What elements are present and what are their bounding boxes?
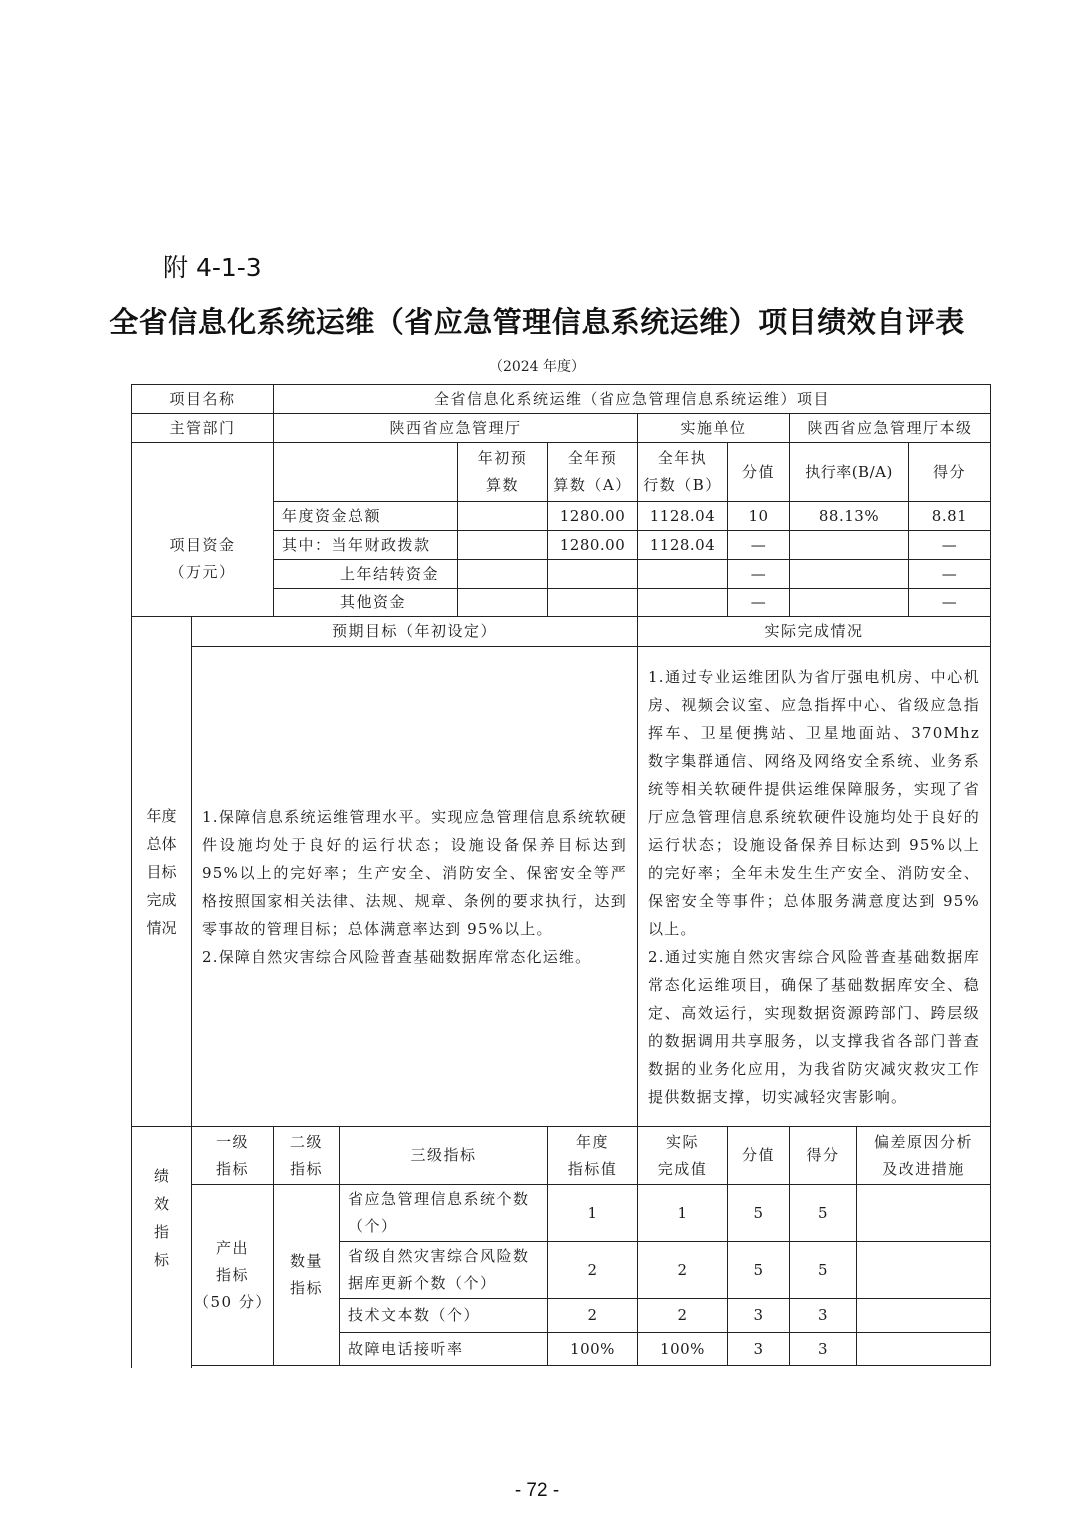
funds-row-weight: 10 [727,501,790,531]
ind-row-weight: 3 [727,1298,790,1333]
funds-row-budget: 1280.00 [547,530,638,560]
page-title: 全省信息化系统运维（省应急管理信息系统运维）项目绩效自评表 [109,305,965,339]
ind-row-weight: 5 [727,1184,790,1242]
goals-side-text: 年度 总体 目标 完成 情况 [146,806,177,937]
ind-level2-value: 数量 指标 [273,1184,340,1366]
ind-row-name: 省级自然灾害综合风险数据库更新个数（个） [339,1241,548,1299]
funds-row-name: 年度资金总额 [273,501,458,531]
goals-expected-cell [191,646,638,1127]
funds-header-weight: 分值 [727,442,790,502]
ind-header-level3: 三级指标 [339,1126,548,1185]
funds-row-rate [789,588,909,617]
ind-row-score: 5 [789,1241,857,1299]
ind-row-target: 2 [547,1298,638,1333]
ind-header-level1: 一级 指标 [191,1126,274,1185]
indicators-side-label [131,1126,192,1368]
ind-row-note [856,1298,991,1333]
funds-row-initial [457,501,548,531]
ind-row-target: 100% [547,1332,638,1366]
funds-row-budget [547,588,638,617]
ind-row-weight: 5 [727,1241,790,1299]
page-number: - 72 - [514,1480,560,1501]
funds-row-initial [457,588,548,617]
ind-row-note [856,1184,991,1242]
annex-label: 附 4-1-3 [163,253,262,282]
ind-row-name: 故障电话接听率 [339,1332,548,1366]
goals-actual-cell [637,646,991,1127]
ind-row-actual: 1 [637,1184,728,1242]
funds-row-weight: — [727,530,790,560]
funds-row-rate [789,559,909,589]
funds-row-exec [637,559,728,589]
ind-row-actual: 2 [637,1241,728,1299]
goals-expected-text: 1.保障信息系统运维管理水平。实现应急管理信息系统软硬件设施均处于良好的运行状态；设施设备保养目标达到 95%以上的完好率；生产安全、消防安全、保密安全等严格按照国家相关法律、法规、规章、条例的要求执行，达到零事故的管理目标；总体满意率达到 95%以上。 2.保障自然灾害综合风险普查基础数据库常态化运维。 [202,807,627,966]
goals-actual-header: 实际完成情况 [637,616,991,647]
ind-header-weight: 分值 [727,1126,790,1185]
funds-row-exec [637,588,728,617]
funds-row-weight: — [727,559,790,589]
ind-header-level2: 二级 指标 [273,1126,340,1185]
indicators-side-text: 绩 效 指 标 [153,1166,169,1269]
funds-row-name: 上年结转资金 [273,559,458,589]
funds-row-initial [457,559,548,589]
funds-row-rate: 88.13% [789,501,909,531]
ind-row-weight: 3 [727,1332,790,1366]
funds-header-exec: 全年执 行数（B） [637,442,728,502]
funds-row-score: — [908,559,991,589]
ind-row-name: 省应急管理信息系统个数（个） [339,1184,548,1242]
funds-header-score: 得分 [908,442,991,502]
ind-header-note: 偏差原因分析 及改进措施 [856,1126,991,1185]
funds-row-exec: 1128.04 [637,501,728,531]
funds-row-exec: 1128.04 [637,530,728,560]
funds-header-budget: 全年预 算数（A） [547,442,638,502]
ind-row-score: 3 [789,1332,857,1366]
funds-row-weight: — [727,588,790,617]
ind-header-target: 年度 指标值 [547,1126,638,1185]
funds-row-score: — [908,530,991,560]
ind-level1-value: 产出 指标 （50 分） [191,1184,274,1366]
funds-row-score: — [908,588,991,617]
project-name-value: 全省信息化系统运维（省应急管理信息系统运维）项目 [273,384,991,414]
ind-header-score: 得分 [789,1126,857,1185]
ind-row-score: 3 [789,1298,857,1333]
funds-header-rate: 执行率(B/A) [789,442,909,502]
funds-row-name: 其中：当年财政拨款 [273,530,458,560]
funds-row-score: 8.81 [908,501,991,531]
funds-row-budget [547,559,638,589]
funds-label-line1: 项目资金 [169,535,236,554]
funds-row-name: 其他资金 [273,588,458,617]
ind-row-note [856,1332,991,1366]
dept-value: 陕西省应急管理厅 [273,413,638,443]
goals-expected-header: 预期目标（年初设定） [191,616,638,647]
goals-actual-text: 1.通过专业运维团队为省厅强电机房、中心机房、视频会议室、应急指挥中心、省级应急指挥车、卫星便携站、卫星地面站、370Mhz 数字集群通信、网络及网络安全系统、业务系统等相关软硬件提供运维保障服务，实现了省厅应急管理信息系统软硬件设施均处于良好的运行状态；设施设备保养目标达到 95%以上的完好率；全年未发生生产安全、消防安全、保密安全等事件；总体服务满意度达到 95%以上。 2.通过实施自然灾害综合风险普查基础数据库常态化运维项目，确保了基础数据库安全、稳定、高效运行，实现数据资源跨部门、跨层级的数据调用共享服务，以支撑我省各部门普查数据的业务化应用，为我省防灾减灾救灾工作提供数据支撑，切实减轻灾害影响。 [648,667,980,1106]
ind-row-actual: 100% [637,1332,728,1366]
dept-label: 主管部门 [131,413,274,443]
funds-row-budget: 1280.00 [547,501,638,531]
impl-value: 陕西省应急管理厅本级 [789,413,991,443]
project-name-label: 项目名称 [131,384,274,414]
goals-side-label [131,616,192,1127]
funds-row-initial [457,530,548,560]
ind-row-target: 2 [547,1241,638,1299]
ind-row-note [856,1241,991,1299]
funds-header-initial: 年初预 算数 [457,442,548,502]
funds-label [131,442,274,617]
impl-label: 实施单位 [637,413,790,443]
ind-header-actual: 实际 完成值 [637,1126,728,1185]
funds-header-blank [273,442,458,502]
ind-row-actual: 2 [637,1298,728,1333]
funds-row-rate [789,530,909,560]
ind-row-target: 1 [547,1184,638,1242]
ind-row-name: 技术文本数（个） [339,1298,548,1333]
ind-row-score: 5 [789,1184,857,1242]
year-label: （2024 年度） [488,359,586,375]
funds-label-line2: （万元） [169,562,236,581]
